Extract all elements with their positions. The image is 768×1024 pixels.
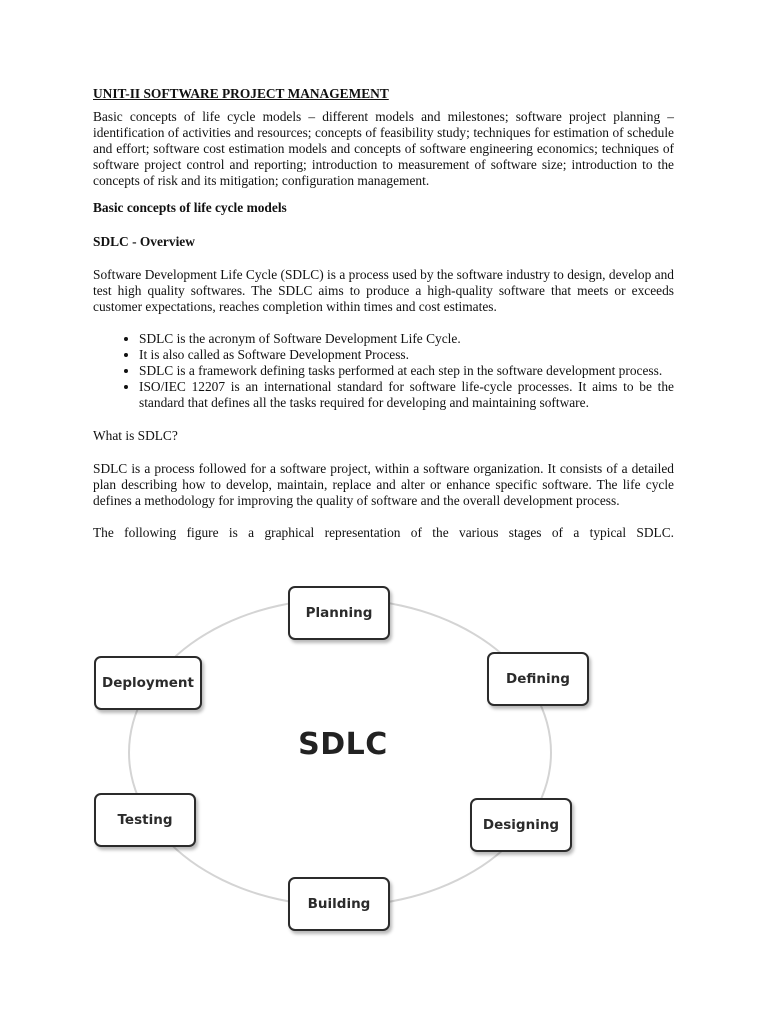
unit-heading: UNIT-II SOFTWARE PROJECT MANAGEMENT bbox=[93, 86, 389, 101]
stage-planning: Planning bbox=[288, 586, 390, 640]
stage-designing: Designing bbox=[470, 798, 572, 852]
bullet-item: • SDLC is a framework defining tasks performed at each step in the software development process. bbox=[139, 363, 674, 379]
bullet-item: • It is also called as Software Development Process. bbox=[139, 347, 674, 363]
bullet-item: • SDLC is the acronym of Software Development Life Cycle. bbox=[139, 331, 674, 347]
bullet-item: • ISO/IEC 12207 is an international standard for software life-cycle processes. It aims to be the standard that defines all the tasks required for developing and maintaining software. bbox=[139, 379, 674, 411]
subheading-sdlc-overview: SDLC - Overview bbox=[93, 234, 195, 249]
stage-defining: Defining bbox=[487, 652, 589, 706]
document-text bbox=[93, 86, 674, 541]
subheading-life-cycle-models: Basic concepts of life cycle models bbox=[93, 200, 287, 215]
sdlc-bullet-list bbox=[93, 331, 674, 411]
question-what-is-sdlc: What is SDLC? bbox=[93, 428, 178, 443]
diagram-center-label: SDLC bbox=[298, 727, 388, 762]
intro-paragraph: Basic concepts of life cycle models – different models and milestones; software project planning – identification of activities and resources; concepts of feasibility study; techniques for estimation of schedule and effort; software cost estimation models and concepts of software engineering economics; techniques of software project control and reporting; introduction to measurement of software size; introduction to the concepts of risk and its mitigation; configuration management. bbox=[93, 109, 674, 188]
sdlc-paragraph: Software Development Life Cycle (SDLC) is a process used by the software industry to design, develop and test high quality softwares. The SDLC aims to produce a high-quality software that meets or exceeds customer expectations, reaches completion within times and cost estimates. bbox=[93, 267, 674, 314]
stage-testing: Testing bbox=[94, 793, 196, 847]
figure-intro-paragraph: The following figure is a graphical representation of the various stages of a typical SDLC. bbox=[93, 525, 674, 540]
sdlc-cycle-diagram bbox=[0, 580, 768, 940]
definition-paragraph: SDLC is a process followed for a software project, within a software organization. It consists of a detailed plan describing how to develop, maintain, replace and alter or enhance specific software. The life cycle defines a methodology for improving the quality of software and the overall development process. bbox=[93, 461, 674, 508]
stage-deployment: Deployment bbox=[94, 656, 202, 710]
stage-building: Building bbox=[288, 877, 390, 931]
